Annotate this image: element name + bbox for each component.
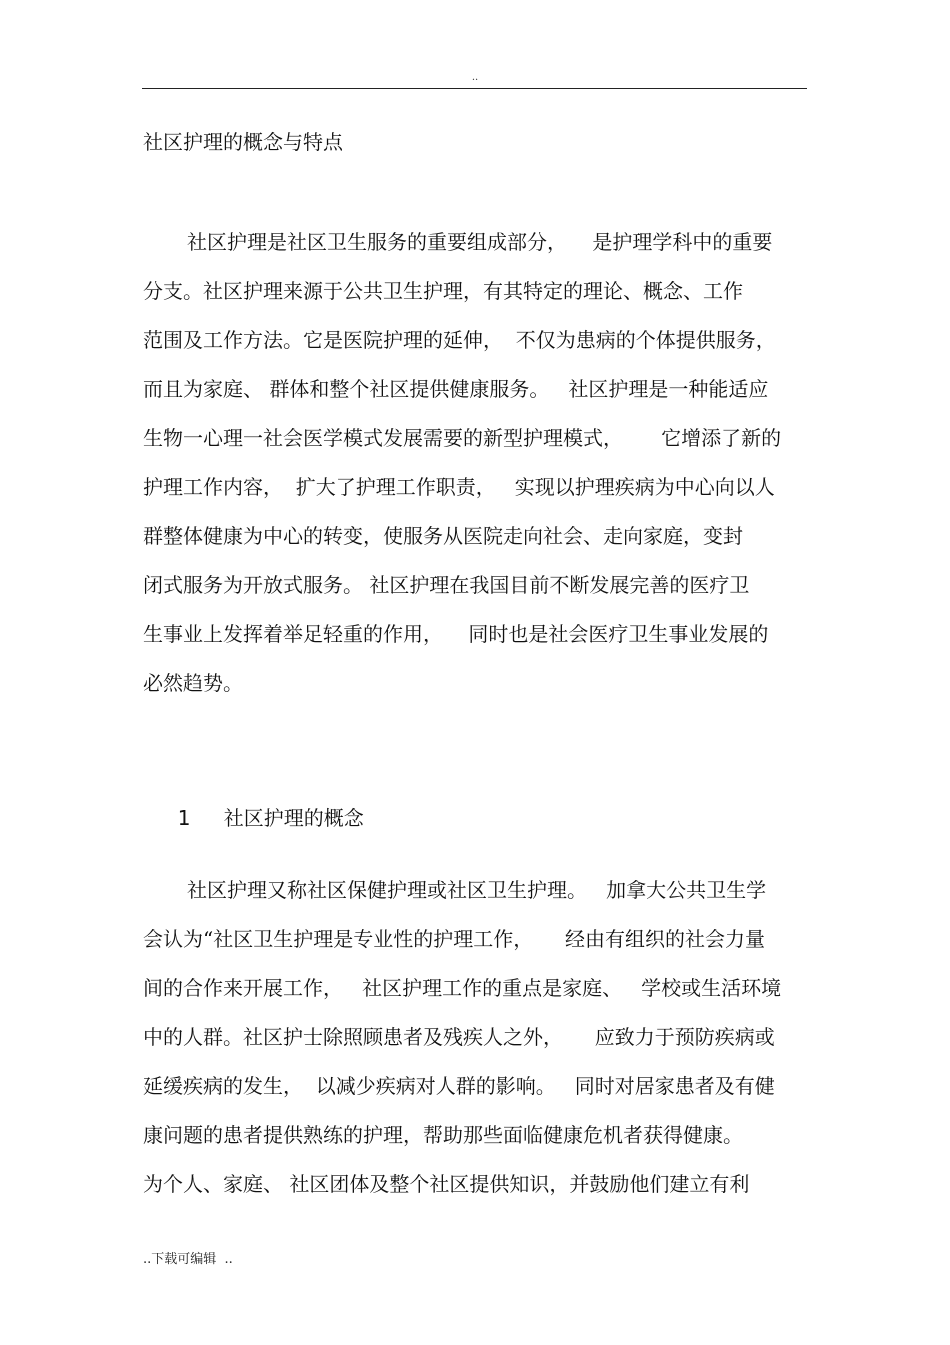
section-title: 社区护理的概念 <box>223 806 364 830</box>
paragraph-line: 闭式服务为开放式服务。 社区护理在我国目前不断发展完善的医疗卫 <box>143 573 750 597</box>
paragraph-line: 会认为“社区卫生护理是专业性的护理工作， 经由有组织的社会力量 <box>143 927 766 951</box>
paragraph-line: 中的人群。社区护士除照顾患者及残疾人之外， 应致力于预防疾病或 <box>143 1025 775 1049</box>
header-mark: .. <box>471 72 479 83</box>
paragraph-line: 护理工作内容， 扩大了护理工作职责， 实现以护理疾病为中心向以人 <box>143 475 775 499</box>
intro-paragraph <box>143 229 808 719</box>
section-paragraph <box>143 877 808 1220</box>
paragraph-line: 而且为家庭、 群体和整个社区提供健康服务。 社区护理是一种能适应 <box>143 377 769 401</box>
header-rule <box>142 88 807 89</box>
document-title: 社区护理的概念与特点 <box>143 130 343 154</box>
paragraph-line: 社区护理又称社区保健护理或社区卫生护理。 加拿大公共卫生学 <box>187 878 767 902</box>
section-number: 1 <box>177 806 191 830</box>
paragraph-line: 康问题的患者提供熟练的护理，帮助那些面临健康危机者获得健康。 <box>143 1123 743 1147</box>
paragraph-line: 群整体健康为中心的转变，使服务从医院走向社会、走向家庭，变封 <box>143 524 743 548</box>
paragraph-line: 社区护理是社区卫生服务的重要组成部分， 是护理学科中的重要 <box>187 230 773 254</box>
paragraph-line: 分支。社区护理来源于公共卫生护理，有其特定的理论、概念、工作 <box>143 279 743 303</box>
paragraph-line: 生事业上发挥着举足轻重的作用， 同时也是社会医疗卫生事业发展的 <box>143 622 769 646</box>
paragraph-line: 必然趋势。 <box>143 671 243 695</box>
paragraph-line: 生物一心理一社会医学模式发展需要的新型护理模式， 它增添了新的 <box>143 426 782 450</box>
paragraph-line: 延缓疾病的发生， 以减少疾病对人群的影响。 同时对居家患者及有健 <box>143 1074 775 1098</box>
section-heading <box>165 779 364 831</box>
paragraph-line: 间的合作来开展工作， 社区护理工作的重点是家庭、 学校或生活环境 <box>143 976 782 1000</box>
paragraph-line: 范围及工作方法。它是医院护理的延伸， 不仅为患病的个体提供服务， <box>143 328 776 352</box>
paragraph-line: 为个人、家庭、 社区团体及整个社区提供知识，并鼓励他们建立有利 <box>143 1172 750 1196</box>
page-footer: ..下载可编辑 .. <box>143 1252 233 1267</box>
